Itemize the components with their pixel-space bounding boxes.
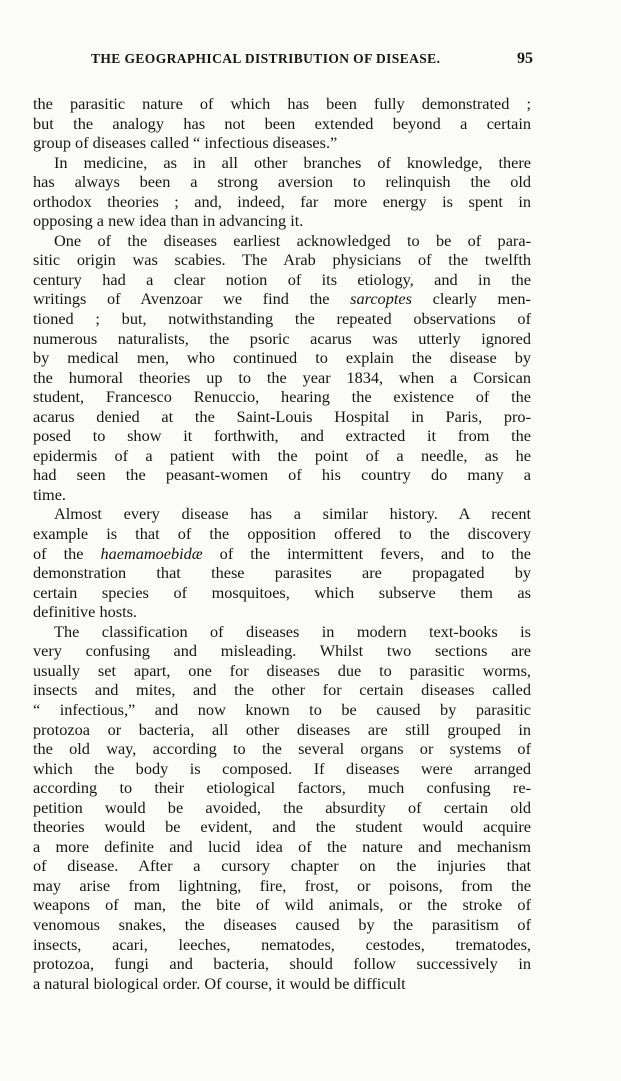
text-line: opposing a new idea than in advancing it. [33, 211, 304, 231]
text-line: certain species of mosquitoes, which subserve them as [33, 582, 531, 602]
text-line: century had a clear notion of its etiology, and in the [33, 269, 531, 289]
text-line: epidermis of a patient with the point of a needle, as he [33, 445, 531, 465]
text-line: of disease. After a cursory chapter on the injuries that [33, 856, 531, 876]
paragraph [33, 94, 531, 153]
body-text [33, 94, 531, 993]
text-line: which the body is composed. If diseases were arranged [33, 758, 531, 778]
text-line: numerous naturalists, the psoric acarus was utterly ignored [33, 328, 531, 348]
text-line: of the haemamoebidæ of the intermittent fevers, and to the [33, 543, 532, 563]
paragraph [33, 231, 531, 505]
text-line: petition would be avoided, the absurdity of certain old [33, 797, 531, 817]
text-line: but the analogy has not been extended beyond a certain [33, 113, 531, 133]
text-line: had seen the peasant-women of his country do many a [33, 465, 531, 485]
text-line: insects and mites, and the other for certain diseases called [33, 680, 531, 700]
text-line: a more definite and lucid idea of the nature and mechanism [33, 836, 531, 856]
text-line: demonstration that these parasites are propagated by [33, 563, 531, 583]
paragraph [33, 622, 531, 993]
text-line: posed to show it forthwith, and extracted it from the [33, 426, 531, 446]
text-line: “ infectious,” and now known to be caused by parasitic [33, 699, 531, 719]
text-line: One of the diseases earliest acknowledged to be of para- [54, 230, 531, 250]
running-title: THE GEOGRAPHICAL DISTRIBUTION OF DISEASE. [91, 51, 441, 66]
text-line: sitic origin was scabies. The Arab physicians of the twelfth [33, 250, 531, 270]
book-page [33, 50, 531, 993]
text-line: the old way, according to the several organs or systems of [33, 739, 531, 759]
text-line: definitive hosts. [33, 602, 138, 622]
text-line: may arise from lightning, fire, frost, or poisons, from the [33, 875, 531, 895]
paragraph [33, 504, 531, 621]
text-line: acarus denied at the Saint-Louis Hospital in Paris, pro- [33, 406, 531, 426]
page-number: 95 [517, 50, 533, 67]
text-line: student, Francesco Renuccio, hearing the existence of the [33, 387, 531, 407]
text-line: a natural biological order. Of course, it would be difficult [33, 973, 406, 993]
text-line: according to their etiological factors, much confusing re- [33, 778, 531, 798]
text-line: orthodox theories ; and, indeed, far more energy is spent in [33, 191, 531, 211]
running-header [91, 50, 531, 80]
text-line: Almost every disease has a similar history. A recent [54, 504, 531, 524]
text-line: weapons of man, the bite of wild animals, or the stroke of [33, 895, 531, 915]
text-line: writings of Avenzoar we find the sarcoptes clearly men- [33, 289, 531, 309]
text-line: protozoa or bacteria, all other diseases are still grouped in [33, 719, 531, 739]
text-line: very confusing and misleading. Whilst two sections are [33, 641, 531, 661]
text-line: by medical men, who continued to explain the disease by [33, 348, 531, 368]
text-line: usually set apart, one for diseases due to parasitic worms, [33, 660, 531, 680]
text-line: The classification of diseases in modern text-books is [54, 621, 531, 641]
text-line: theories would be evident, and the student would acquire [33, 817, 531, 837]
text-line: example is that of the opposition offered to the discovery [33, 524, 531, 544]
text-line: the humoral theories up to the year 1834, when a Corsican [33, 367, 531, 387]
text-line: venomous snakes, the diseases caused by the parasitism of [33, 914, 531, 934]
text-line: insects, acari, leeches, nematodes, cestodes, trematodes, [33, 934, 531, 954]
text-line: time. [33, 484, 67, 504]
text-line: protozoa, fungi and bacteria, should follow successively in [33, 954, 531, 974]
paragraph [33, 153, 531, 231]
text-line: the parasitic nature of which has been fully demonstrated ; [33, 94, 531, 113]
text-line: In medicine, as in all other branches of knowledge, there [54, 152, 531, 172]
text-line: group of diseases called “ infectious diseases.” [33, 133, 338, 153]
text-line: tioned ; but, notwithstanding the repeated observations of [33, 309, 531, 329]
text-line: has always been a strong aversion to relinquish the old [33, 172, 531, 192]
